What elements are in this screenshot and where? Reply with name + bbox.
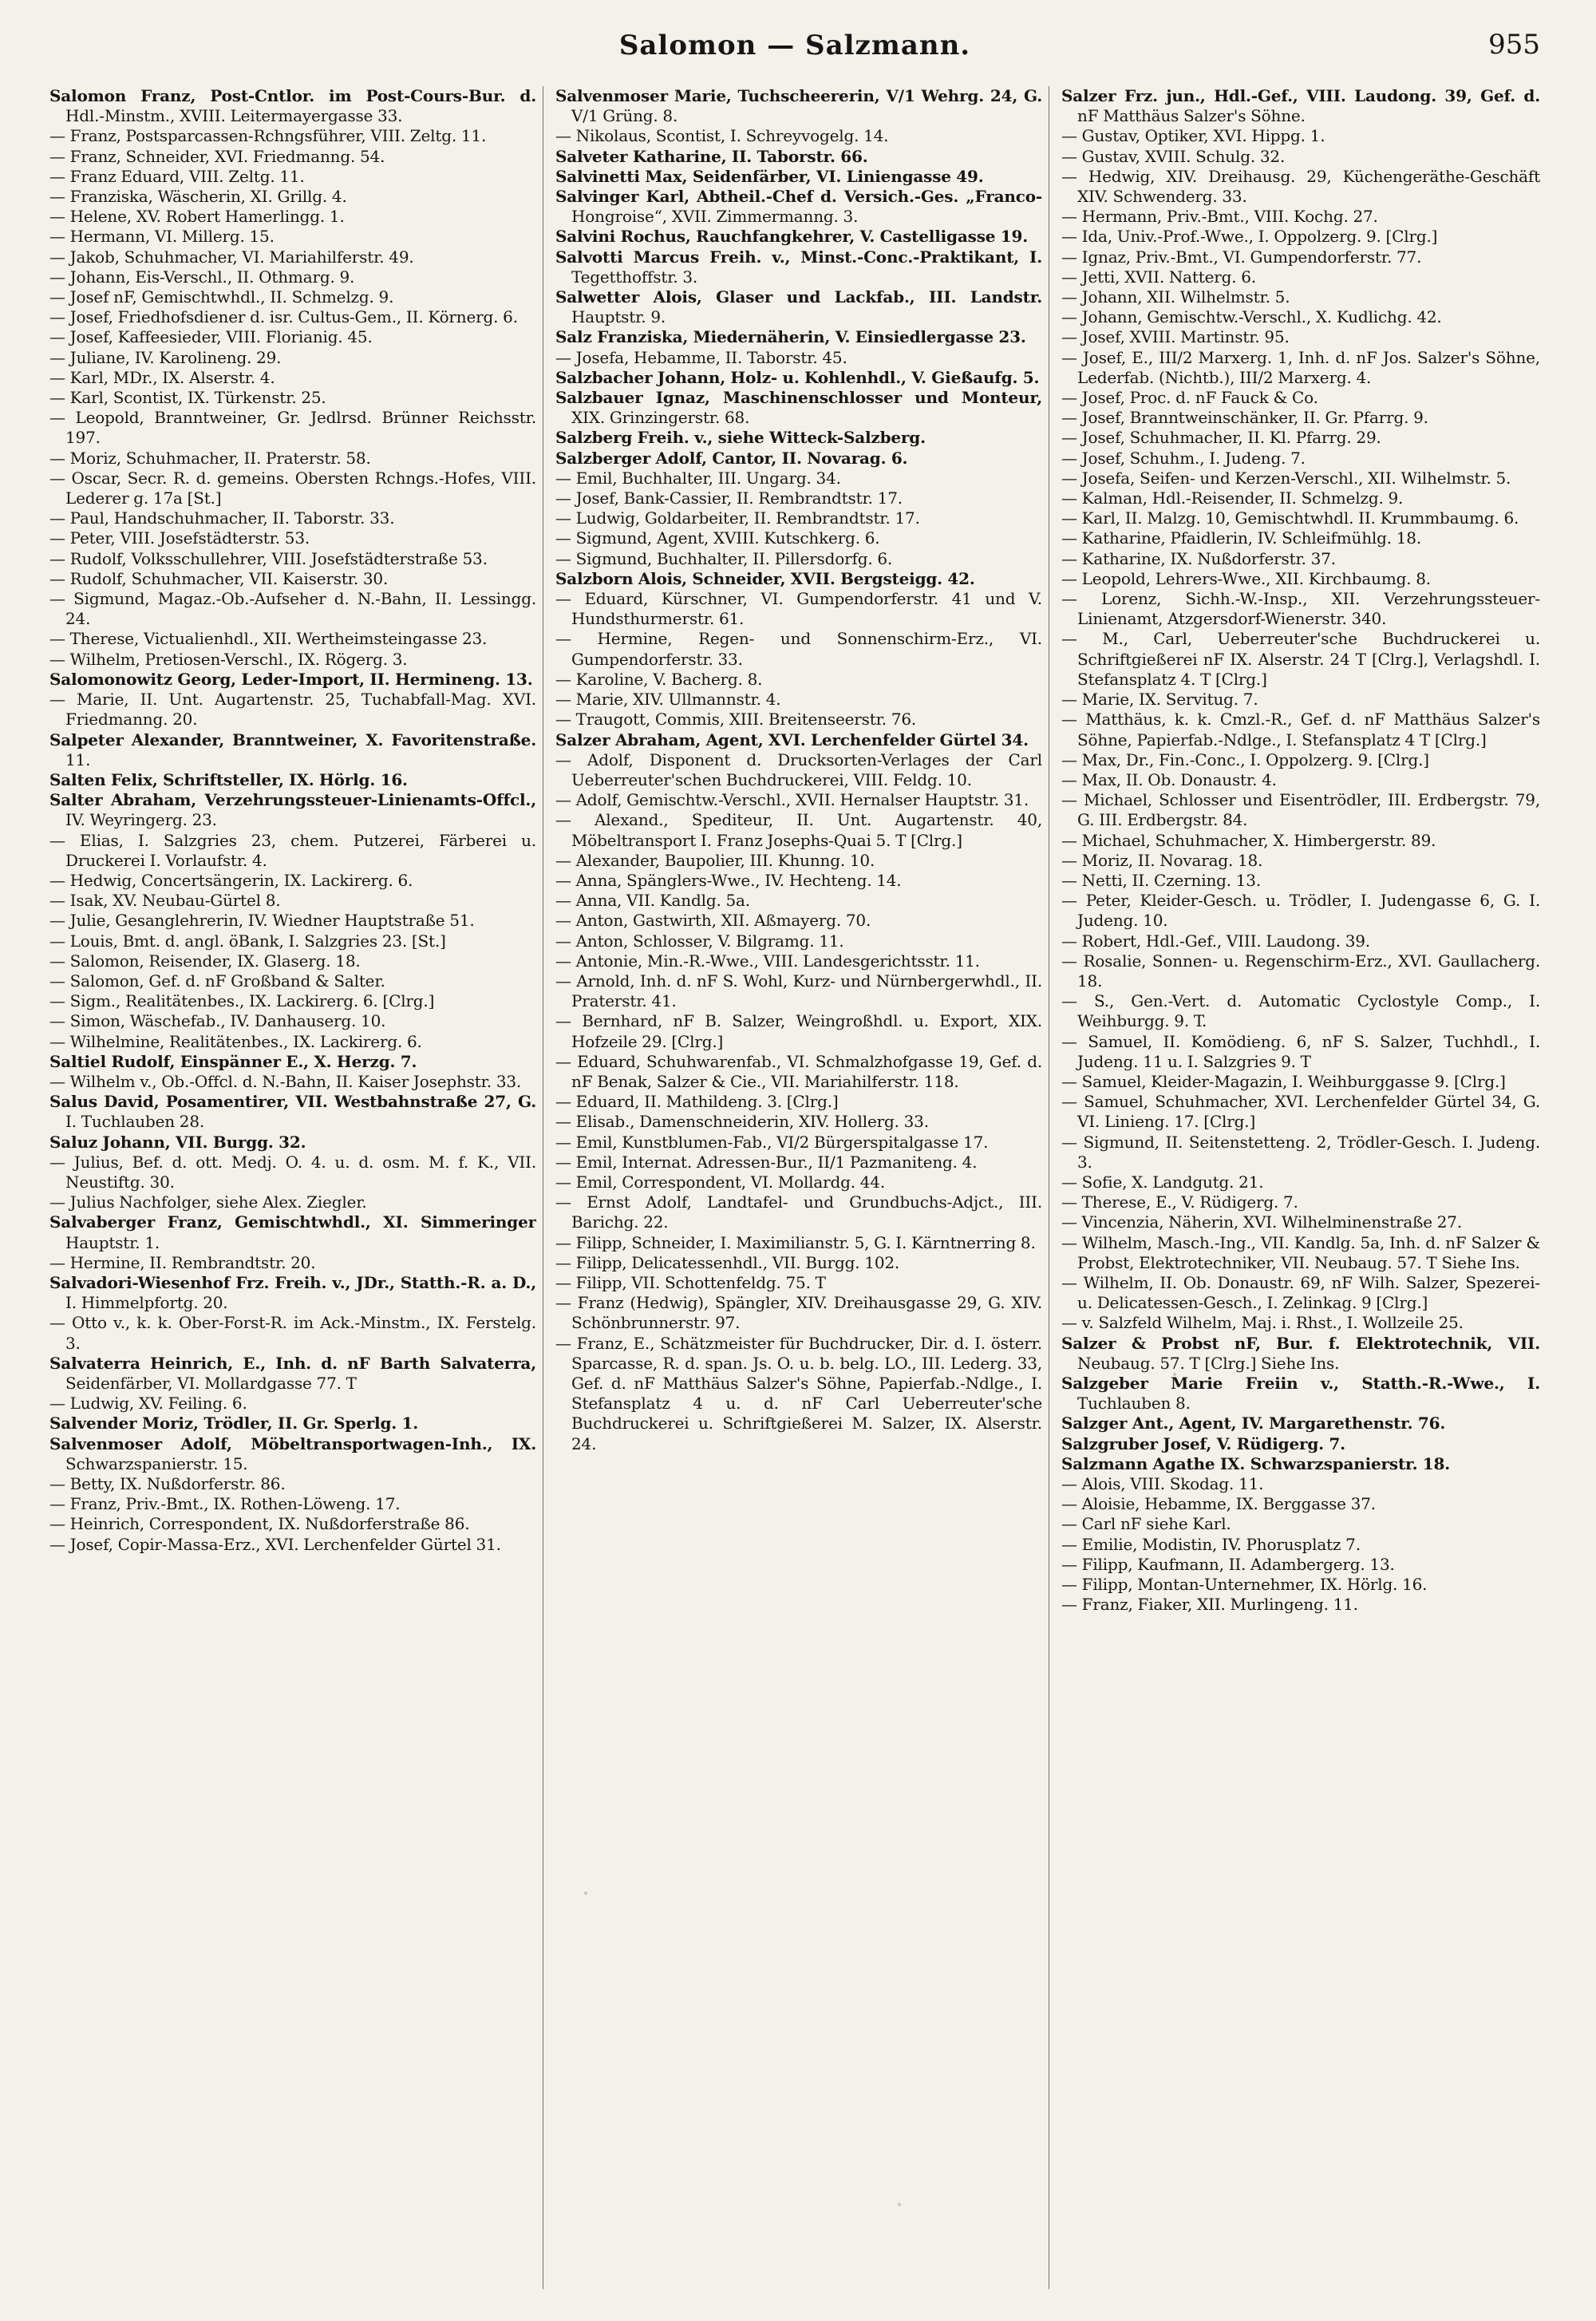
scan-mark [584, 1892, 587, 1895]
directory-entry: — v. Salzfeld Wilhelm, Maj. i. Rhst., I. Wollzeile 25. [1061, 1313, 1464, 1333]
directory-entry: — Franziska, Wäscherin, XI. Grillg. 4. [49, 187, 347, 207]
directory-entry: Salzmann Agathe IX. Schwarzspanierstr. 18. [1061, 1453, 1451, 1473]
directory-entry: — Julius Nachfolger, siehe Alex. Ziegler. [49, 1192, 367, 1212]
directory-entry: — Kalman, Hdl.-Reisender, II. Schmelzg. 9. [1061, 488, 1404, 508]
directory-entry: — Johann, Gemischtw.-Verschl., X. Kudlichg. 42. [1061, 307, 1442, 327]
directory-entry: Salvotti Marcus Freih. v., Minst.-Conc.-Praktikant, I. Tegetthoffstr. 3. [555, 247, 1042, 287]
page-number: 955 [1488, 29, 1540, 61]
directory-entry: — Filipp, Montan-Unternehmer, IX. Hörlg. 16. [1061, 1575, 1428, 1595]
page-title: Salomon — Salzmann. [618, 30, 971, 61]
directory-entry: Salvaterra Heinrich, E., Inh. d. nF Barth Salvaterra, Seidenfärber, VI. Mollardgasse 77. T [49, 1353, 536, 1393]
directory-entry: — Filipp, Schneider, I. Maximilianstr. 5, G. I. Kärntnerring 8. [555, 1232, 1036, 1252]
directory-entry: Salzgruber Josef, V. Rüdigerg. 7. [1061, 1433, 1345, 1453]
directory-entry: — Wilhelm, II. Ob. Donaustr. 69, nF Wilh. Salzer, Spezerei- u. Delicatessen-Gesch., I. Zelinkag. 9 [Clrg.] [1061, 1272, 1540, 1313]
directory-entry: — Wilhelm, Masch.-Ing., VII. Kandlg. 5a, Inh. d. nF Salzer & Probst, Elektrotechniker, VII. Neubaug. 57. T Siehe Ins. [1061, 1232, 1540, 1272]
directory-entry: — Johann, XII. Wilhelmstr. 5. [1061, 287, 1290, 307]
directory-entry: — Carl nF siehe Karl. [1061, 1514, 1231, 1534]
directory-entry: Salvinetti Max, Seidenfärber, VI. Liniengasse 49. [555, 166, 984, 186]
directory-entry: — Hedwig, XIV. Dreihausg. 29, Küchengeräthe-Geschäft XIV. Schwenderg. 33. [1061, 166, 1540, 207]
directory-entry: — Jakob, Schuhmacher, VI. Mariahilferstr. 49. [49, 247, 414, 267]
directory-entry: — Moriz, II. Novarag. 18. [1061, 850, 1263, 870]
directory-entry: Salzborn Alois, Schneider, XVII. Bergsteigg. 42. [555, 568, 975, 588]
directory-entry: Salvini Rochus, Rauchfangkehrer, V. Castelligasse 19. [555, 227, 1029, 247]
directory-entry: — Hedwig, Concertsängerin, IX. Lackirerg. 6. [49, 870, 413, 890]
directory-entry: — Samuel, Schuhmacher, XVI. Lerchenfelder Gürtel 34, G. VI. Linieng. 17. [Clrg.] [1061, 1092, 1540, 1132]
directory-entry: — Michael, Schlosser und Eisentrödler, III. Erdbergstr. 79, G. III. Erdbergstr. 84. [1061, 790, 1540, 830]
directory-entry: — Samuel, II. Komödieng. 6, nF S. Salzer, Tuchhdl., I. Judeng. 11 u. I. Salzgries 9. T [1061, 1031, 1540, 1071]
directory-entry: Salomon Franz, Post-Cntlor. im Post-Cours-Bur. d. Hdl.-Minstm., XVIII. Leitermayergasse 33. [49, 86, 536, 126]
directory-entry: — Sofie, X. Landgutg. 21. [1061, 1172, 1264, 1192]
directory-entry: — Hermann, Priv.-Bmt., VIII. Kochg. 27. [1061, 207, 1378, 227]
directory-entry: — Josef, Bank-Cassier, II. Rembrandtstr. 17. [555, 488, 903, 508]
directory-entry: — Karl, Scontist, IX. Türkenstr. 25. [49, 388, 326, 408]
directory-entry: — Wilhelmine, Realitätenbes., IX. Lackirerg. 6. [49, 1031, 422, 1051]
directory-entry: — Anna, VII. Kandlg. 5a. [555, 891, 750, 911]
directory-entry: — Karl, II. Malzg. 10, Gemischtwhdl. II. Krummbaumg. 6. [1061, 508, 1519, 528]
directory-entry: — Anna, Spänglers-Wwe., IV. Hechteng. 14. [555, 870, 902, 890]
directory-column-1 [49, 86, 536, 2289]
directory-entry: — Traugott, Commis, XIII. Breitenseerstr. 76. [555, 710, 917, 730]
directory-entry: — Julie, Gesanglehrerin, IV. Wiedner Hauptstraße 51. [49, 911, 475, 931]
directory-entry: — Gustav, Optiker, XVI. Hippg. 1. [1061, 126, 1325, 146]
directory-entry: — Ignaz, Priv.-Bmt., VI. Gumpendorferstr. 77. [1061, 247, 1422, 267]
directory-entry: — Isak, XV. Neubau-Gürtel 8. [49, 891, 281, 911]
directory-entry: — Franz, Priv.-Bmt., IX. Rothen-Löweng. 17. [49, 1494, 401, 1514]
directory-entry: Salus David, Posamentirer, VII. Westbahnstraße 27, G. I. Tuchlauben 28. [49, 1092, 536, 1132]
directory-entry: — Anton, Gastwirth, XII. Aßmayerg. 70. [555, 911, 871, 931]
directory-entry: — Josefa, Hebamme, II. Taborstr. 45. [555, 347, 847, 367]
directory-entry: — Betty, IX. Nußdorferstr. 86. [49, 1474, 286, 1494]
directory-entry: — Filipp, VII. Schottenfeldg. 75. T [555, 1272, 826, 1292]
directory-entry: — Emil, Kunstblumen-Fab., VI/2 Bürgerspitalgasse 17. [555, 1132, 989, 1152]
directory-entry: — Josef, Friedhofsdiener d. isr. Cultus-Gem., II. Körnerg. 6. [49, 307, 518, 327]
directory-entry: — Alexand., Spediteur, II. Unt. Augartenstr. 40, Möbeltransport I. Franz Josephs-Quai 5. T [Clrg.] [555, 810, 1042, 850]
directory-entry: — Otto v., k. k. Ober-Forst-R. im Ack.-Minstm., IX. Ferstelg. 3. [49, 1313, 536, 1353]
directory-entry: — Salomon, Reisender, IX. Glaserg. 18. [49, 951, 361, 971]
directory-entry: — Wilhelm, Pretiosen-Verschl., IX. Rögerg. 3. [49, 649, 408, 669]
directory-entry: — Matthäus, k. k. Cmzl.-R., Gef. d. nF Matthäus Salzer's Söhne, Papierfab.-Ndlge., I. Stefansplatz 4 T [Clrg.] [1061, 710, 1540, 749]
directory-entry: — Moriz, Schuhmacher, II. Praterstr. 58. [49, 448, 371, 468]
directory-entry: — Paul, Handschuhmacher, II. Taborstr. 33. [49, 508, 395, 528]
directory-entry: — Netti, II. Czerning. 13. [1061, 870, 1262, 890]
directory-entry: — Robert, Hdl.-Gef., VIII. Laudong. 39. [1061, 931, 1370, 951]
directory-entry: — Anton, Schlosser, V. Bilgramg. 11. [555, 931, 844, 951]
directory-entry: — Bernhard, nF B. Salzer, Weingroßhdl. u. Export, XIX. Hofzeile 29. [Clrg.] [555, 1011, 1042, 1051]
directory-entry: — Hermine, II. Rembrandtstr. 20. [49, 1252, 316, 1272]
directory-entry: — Gustav, XVIII. Schulg. 32. [1061, 146, 1286, 166]
directory-entry: — Franz, Postsparcassen-Rchngsführer, VIII. Zeltg. 11. [49, 126, 487, 146]
directory-entry: — Therese, Victualienhdl., XII. Wertheimsteingasse 23. [49, 629, 488, 649]
scan-mark [898, 2203, 901, 2206]
directory-entry: — Leopold, Lehrers-Wwe., XII. Kirchbaumg. 8. [1061, 568, 1431, 588]
directory-columns [49, 86, 1540, 2289]
directory-entry: — Josef, XVIII. Martinstr. 95. [1061, 327, 1290, 347]
directory-entry: — Emil, Correspondent, VI. Mollardg. 44. [555, 1172, 886, 1192]
directory-entry: Salzer Abraham, Agent, XVI. Lerchenfelder Gürtel 34. [555, 730, 1029, 749]
directory-entry: — Elias, I. Salzgries 23, chem. Putzerei, Färberei u. Druckerei I. Vorlaufstr. 4. [49, 830, 536, 870]
directory-entry: — Rosalie, Sonnen- u. Regenschirm-Erz., XVI. Gaullacherg. 18. [1061, 951, 1540, 990]
directory-entry: Salzgeber Marie Freiin v., Statth.-R.-Wwe., I. Tuchlauben 8. [1061, 1374, 1540, 1414]
directory-entry: — Elisab., Damenschneiderin, XIV. Hollerg. 33. [555, 1112, 929, 1132]
directory-entry: Saluz Johann, VII. Burgg. 32. [49, 1132, 306, 1152]
directory-entry: — Johann, Eis-Verschl., II. Othmarg. 9. [49, 267, 355, 287]
directory-entry: — Lorenz, Sichh.-W.-Insp., XII. Verzehrungssteuer-Linienamt, Atzgersdorf-Wienerstr. 340. [1061, 589, 1540, 629]
directory-entry: — Josefa, Seifen- und Kerzen-Verschl., XII. Wilhelmstr. 5. [1061, 468, 1511, 488]
page-header [49, 26, 1540, 69]
directory-entry: — Antonie, Min.-R.-Wwe., VIII. Landesgerichtsstr. 11. [555, 951, 980, 971]
directory-entry: — Josef, Kaffeesieder, VIII. Florianig. 45. [49, 327, 373, 347]
directory-entry: — Rudolf, Volksschullehrer, VIII. Josefstädterstraße 53. [49, 548, 488, 568]
directory-entry: — Simon, Wäschefab., IV. Danhauserg. 10. [49, 1011, 386, 1031]
directory-entry: — Samuel, Kleider-Magazin, I. Weihburggasse 9. [Clrg.] [1061, 1071, 1506, 1091]
directory-entry: Salzbacher Johann, Holz- u. Kohlenhdl., V. Gießaufg. 5. [555, 367, 1040, 387]
directory-entry: — Oscar, Secr. R. d. gemeins. Obersten Rchngs.-Hofes, VIII. Lederer g. 17a [St.] [49, 468, 536, 508]
directory-entry: — Vincenzia, Näherin, XVI. Wilhelminenstraße 27. [1061, 1212, 1463, 1232]
directory-entry: — Wilhelm v., Ob.-Offcl. d. N.-Bahn, II. Kaiser Josephstr. 33. [49, 1071, 522, 1091]
directory-entry: Salpeter Alexander, Branntweiner, X. Favoritenstraße. 11. [49, 730, 536, 769]
directory-entry: — Rudolf, Schuhmacher, VII. Kaiserstr. 30. [49, 568, 389, 588]
directory-entry: — Filipp, Delicatessenhdl., VII. Burgg. 102. [555, 1252, 900, 1272]
directory-entry: — Karoline, V. Bacherg. 8. [555, 669, 763, 689]
directory-entry: — Josef, Proc. d. nF Fauck & Co. [1061, 388, 1318, 408]
directory-entry: — Adolf, Disponent d. Drucksorten-Verlages der Carl Ueberreuter'schen Buchdruckerei, VIII. Feldg. 10. [555, 749, 1042, 789]
directory-entry: Salzberger Adolf, Cantor, II. Novarag. 6. [555, 448, 908, 468]
directory-entry: — Marie, XIV. Ullmannstr. 4. [555, 690, 781, 710]
directory-entry: — Therese, E., V. Rüdigerg. 7. [1061, 1192, 1298, 1212]
directory-entry: Salvadori-Wiesenhof Frz. Freih. v., JDr., Statth.-R. a. D., I. Himmelpfortg. 20. [49, 1272, 536, 1313]
directory-entry: — Katharine, Pfaidlerin, IV. Schleifmühlg. 18. [1061, 528, 1422, 548]
directory-entry: — Josef, Branntweinschänker, II. Gr. Pfarrg. 9. [1061, 408, 1428, 428]
directory-entry: — Jetti, XVII. Natterg. 6. [1061, 267, 1257, 287]
directory-entry: — Nikolaus, Scontist, I. Schreyvogelg. 14. [555, 126, 889, 146]
directory-entry: — Ludwig, XV. Feiling. 6. [49, 1394, 247, 1414]
directory-entry: — Hermine, Regen- und Sonnenschirm-Erz., VI. Gumpendorferstr. 33. [555, 629, 1042, 669]
directory-entry: Salzberg Freih. v., siehe Witteck-Salzberg. [555, 428, 926, 448]
directory-entry: — Franz, E., Schätzmeister für Buchdrucker, Dir. d. I. österr. Sparcasse, R. d. span. Js. O. u. b. belg. LO., III. Lederg. 33, Gef. d. nF Matthäus Salzer's Söhne, Papierfab.-Ndlge., I. Stefansplatz 4 u. d. nF Carl Ueberreuter'sche Buchdruckerei u. Schriftgießerei M. Salzer, IX. Alserstr. 24. [555, 1333, 1042, 1453]
directory-entry: — Peter, VIII. Josefstädterstr. 53. [49, 528, 310, 548]
directory-entry: — Franz, Schneider, XVI. Friedmanng. 54. [49, 146, 385, 166]
directory-entry: Salvaberger Franz, Gemischtwhdl., XI. Simmeringer Hauptstr. 1. [49, 1212, 536, 1252]
directory-entry: — Eduard, Kürschner, VI. Gumpendorferstr. 41 und V. Hundsthurmerstr. 61. [555, 589, 1042, 629]
directory-entry: — Sigmund, Magaz.-Ob.-Aufseher d. N.-Bahn, II. Lessingg. 24. [49, 589, 536, 629]
directory-entry: — Eduard, Schuhwarenfab., VI. Schmalzhofgasse 19, Gef. d. nF Benak, Salzer & Cie., VII. Mariahilferstr. 118. [555, 1051, 1042, 1091]
directory-entry: — Adolf, Gemischtw.-Verschl., XVII. Hernalser Hauptstr. 31. [555, 790, 1029, 810]
directory-entry: — Emil, Buchhalter, III. Ungarg. 34. [555, 468, 841, 488]
directory-entry: — M., Carl, Ueberreuter'sche Buchdruckerei u. Schriftgießerei nF IX. Alserstr. 24 T [Clrg.], Verlagshdl. I. Stefansplatz 4. T [Clrg.] [1061, 629, 1540, 689]
directory-entry: — Franz, Fiaker, XII. Murlingeng. 11. [1061, 1595, 1358, 1615]
directory-entry: — Josef, Schuhm., I. Judeng. 7. [1061, 448, 1306, 468]
directory-entry: — Max, II. Ob. Donaustr. 4. [1061, 769, 1277, 789]
directory-entry: — Filipp, Kaufmann, II. Adambergerg. 13. [1061, 1554, 1395, 1574]
scan-mark [1173, 1373, 1176, 1376]
directory-entry: — Emilie, Modistin, IV. Phorusplatz 7. [1061, 1534, 1361, 1554]
directory-entry: — Heinrich, Correspondent, IX. Nußdorferstraße 86. [49, 1514, 470, 1534]
directory-entry: — Alois, VIII. Skodag. 11. [1061, 1474, 1264, 1494]
directory-entry: — Peter, Kleider-Gesch. u. Trödler, I. Judengasse 6, G. I. Judeng. 10. [1061, 891, 1540, 931]
directory-entry: — Michael, Schuhmacher, X. Himbergerstr. 89. [1061, 830, 1436, 850]
directory-entry: Salvinger Karl, Abtheil.-Chef d. Versich.-Ges. „Franco-Hongroise“, XVII. Zimmermanng. 3. [555, 187, 1042, 227]
directory-entry: Salzbauer Ignaz, Maschinenschlosser und Monteur, XIX. Grinzingerstr. 68. [555, 388, 1042, 428]
directory-entry: — Sigmund, Agent, XVIII. Kutschkerg. 6. [555, 528, 880, 548]
directory-entry: Salter Abraham, Verzehrungssteuer-Linienamts-Offcl., IV. Weyringerg. 23. [49, 790, 536, 830]
directory-entry: — Max, Dr., Fin.-Conc., I. Oppolzerg. 9. [Clrg.] [1061, 749, 1429, 769]
directory-entry: — Franz Eduard, VIII. Zeltg. 11. [49, 166, 305, 186]
directory-entry: Salzger Ant., Agent, IV. Margarethenstr. 76. [1061, 1414, 1446, 1433]
directory-entry: Salomonowitz Georg, Leder-Import, II. Hermineng. 13. [49, 669, 533, 689]
directory-entry: — Helene, XV. Robert Hamerlingg. 1. [49, 207, 345, 227]
directory-entry: Salvenmoser Adolf, Möbeltransportwagen-Inh., IX. Schwarzspanierstr. 15. [49, 1433, 536, 1473]
directory-entry: — Josef, Schuhmacher, II. Kl. Pfarrg. 29. [1061, 428, 1381, 448]
directory-entry: — Ernst Adolf, Landtafel- und Grundbuchs-Adjct., III. Barichg. 22. [555, 1192, 1042, 1232]
directory-entry: — Leopold, Branntweiner, Gr. Jedlrsd. Brünner Reichsstr. 197. [49, 408, 536, 448]
directory-entry: Salzer & Probst nF, Bur. f. Elektrotechnik, VII. Neubaug. 57. T [Clrg.] Siehe Ins. [1061, 1333, 1540, 1373]
directory-entry: — Salomon, Gef. d. nF Großband & Salter. [49, 971, 385, 990]
directory-column-3 [1061, 86, 1540, 2289]
directory-entry: — Louis, Bmt. d. angl. öBank, I. Salzgries 23. [St.] [49, 931, 446, 951]
directory-entry: — Marie, IX. Servitug. 7. [1061, 690, 1258, 710]
directory-entry: Salten Felix, Schriftsteller, IX. Hörlg. 16. [49, 769, 408, 789]
directory-entry: Salvender Moriz, Trödler, II. Gr. Sperlg. 1. [49, 1414, 419, 1433]
directory-entry: — Karl, MDr., IX. Alserstr. 4. [49, 367, 275, 387]
directory-entry: — Katharine, IX. Nußdorferstr. 37. [1061, 548, 1336, 568]
directory-entry: — Arnold, Inh. d. nF S. Wohl, Kurz- und Nürnbergerwhdl., II. Praterstr. 41. [555, 971, 1042, 1011]
directory-entry: — Alexander, Baupolier, III. Khunng. 10. [555, 850, 875, 870]
directory-entry: — Josef nF, Gemischtwhdl., II. Schmelzg. 9. [49, 287, 394, 307]
directory-entry: — Ida, Univ.-Prof.-Wwe., I. Oppolzerg. 9. [Clrg.] [1061, 227, 1438, 247]
directory-entry: — Josef, Copir-Massa-Erz., XVI. Lerchenfelder Gürtel 31. [49, 1534, 501, 1554]
directory-entry: — Sigmund, II. Seitenstetteng. 2, Trödler-Gesch. I. Judeng. 3. [1061, 1132, 1540, 1172]
directory-entry: — Hermann, VI. Millerg. 15. [49, 227, 275, 247]
directory-column-2 [555, 86, 1042, 2289]
directory-entry: — Juliane, IV. Karolineng. 29. [49, 347, 282, 367]
directory-entry: — Sigmund, Buchhalter, II. Pillersdorfg. 6. [555, 548, 893, 568]
directory-entry: — Ludwig, Goldarbeiter, II. Rembrandtstr. 17. [555, 508, 920, 528]
directory-entry: — Marie, II. Unt. Augartenstr. 25, Tuchabfall-Mag. XVI. Friedmanng. 20. [49, 690, 536, 730]
directory-entry: Salveter Katharine, II. Taborstr. 66. [555, 146, 868, 166]
directory-entry: Salz Franziska, Miedernäherin, V. Einsiedlergasse 23. [555, 327, 1026, 347]
directory-entry: — Eduard, II. Mathildeng. 3. [Clrg.] [555, 1092, 839, 1112]
directory-entry: — Aloisie, Hebamme, IX. Berggasse 37. [1061, 1494, 1376, 1514]
directory-entry: — Sigm., Realitätenbes., IX. Lackirerg. 6. [Clrg.] [49, 991, 435, 1011]
directory-entry: Salvenmoser Marie, Tuchscheererin, V/1 Wehrg. 24, G. V/1 Grüng. 8. [555, 86, 1042, 126]
directory-entry: Salwetter Alois, Glaser und Lackfab., III. Landstr. Hauptstr. 9. [555, 287, 1042, 327]
directory-entry: — S., Gen.-Vert. d. Automatic Cyclostyle Comp., I. Weihburgg. 9. T. [1061, 991, 1540, 1031]
directory-entry: Salzer Frz. jun., Hdl.-Gef., VIII. Laudong. 39, Gef. d. nF Matthäus Salzer's Söhne. [1061, 86, 1540, 126]
directory-entry: — Josef, E., III/2 Marxerg. 1, Inh. d. nF Jos. Salzer's Söhne, Lederfab. (Nichtb.), III/2 Marxerg. 4. [1061, 347, 1540, 387]
directory-entry: Saltiel Rudolf, Einspänner E., X. Herzg. 7. [49, 1051, 417, 1071]
directory-entry: — Franz (Hedwig), Spängler, XIV. Dreihausgasse 29, G. XIV. Schönbrunnerstr. 97. [555, 1293, 1042, 1333]
directory-entry: — Emil, Internat. Adressen-Bur., II/1 Pazmaniteng. 4. [555, 1152, 978, 1172]
directory-entry: — Julius, Bef. d. ott. Medj. O. 4. u. d. osm. M. f. K., VII. Neustiftg. 30. [49, 1152, 536, 1192]
